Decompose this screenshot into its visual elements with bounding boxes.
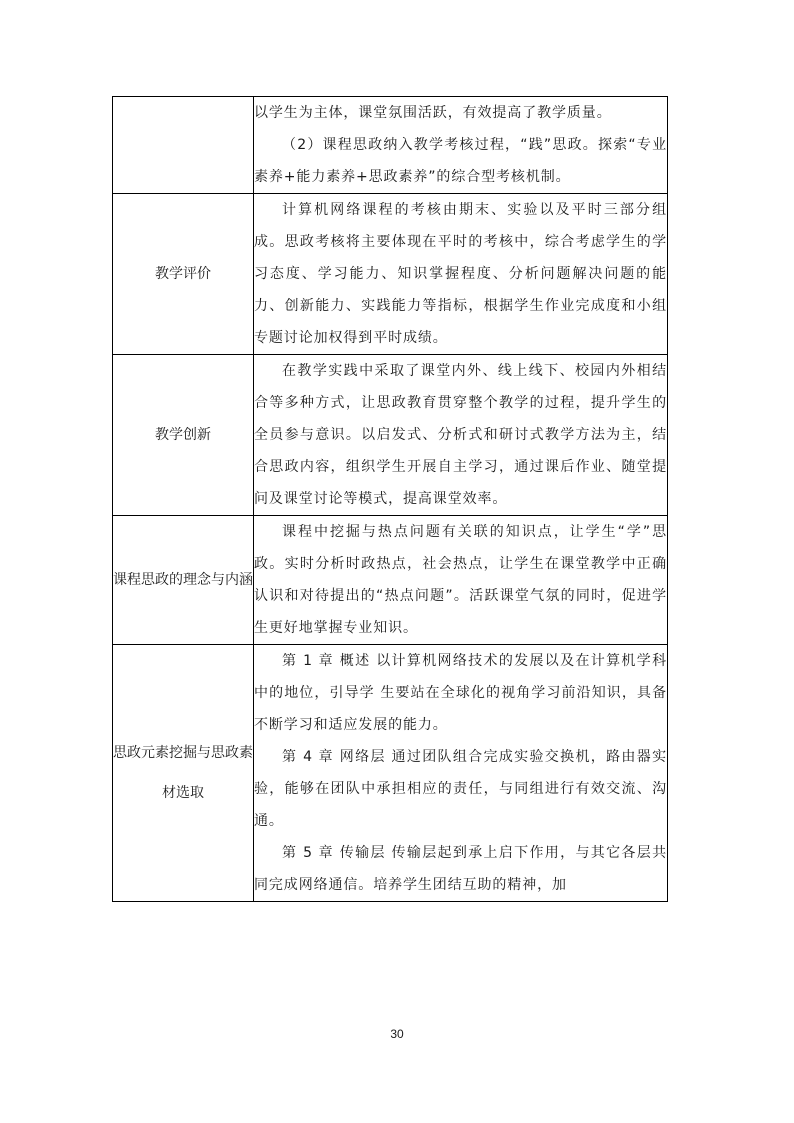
row-content xyxy=(254,645,668,902)
table-row xyxy=(113,645,668,902)
paragraph: 计算机网络课程的考核由期末、实验以及平时三部分组成。思政考核将主要体现在平时的考核中，综合考虑学生的学习态度、学习能力、知识掌握程度、分析问题解决问题的能力、创新能力、实践能力等指标，根据学生作业完成度和小组专题讨论加权得到平时成绩。 xyxy=(254,202,667,346)
content-table xyxy=(112,96,668,902)
row-content xyxy=(254,355,668,516)
paragraph: 第 1 章 概述 以计算机网络技术的发展以及在计算机学科中的地位，引导学 生要站在全球化的视角学习前沿知识，具备不断学习和适应发展的能力。 xyxy=(254,653,667,733)
table-row xyxy=(113,516,668,645)
paragraph: 课程中挖掘与热点问题有关联的知识点，让学生“学”思政。实时分析时政热点，社会热点，让学生在课堂教学中正确认识和对待提出的“热点问题”。活跃课堂气氛的同时，促进学生更好地掌握专业知识。 xyxy=(254,524,667,636)
paragraph: 第 5 章 传输层 传输层起到承上启下作用，与其它各层共同完成网络通信。培养学生团结互助的精神，加 xyxy=(254,845,667,893)
paragraph: 在教学实践中采取了课堂内外、线上线下、校园内外相结合等多种方式，让思政教育贯穿整个教学的过程，提升学生的全员参与意识。以启发式、分析式和研讨式教学方法为主，结合思政内容，组织学生开展自主学习，通过课后作业、随堂提问及课堂讨论等模式，提高课堂效率。 xyxy=(254,363,667,507)
table-row xyxy=(113,355,668,516)
table-row xyxy=(113,97,668,194)
row-label: 思政元素挖掘与思政素材选取 xyxy=(113,645,254,902)
paragraph: 第 4 章 网络层 通过团队组合完成实验交换机，路由器实验，能够在团队中承担相应的责任，与同组进行有效交流、沟通。 xyxy=(254,749,667,829)
table-row xyxy=(113,194,668,355)
paragraph: 以学生为主体，课堂氛围活跃，有效提高了教学质量。 xyxy=(254,105,612,121)
row-content xyxy=(254,194,668,355)
row-label: 教学创新 xyxy=(113,355,254,516)
row-content xyxy=(254,97,668,194)
row-label xyxy=(113,97,254,194)
paragraph: （2）课程思政纳入教学考核过程，“践”思政。探索“专业素养+能力素养+思政素养”的综合型考核机制。 xyxy=(254,137,667,185)
row-content xyxy=(254,516,668,645)
row-label: 课程思政的理念与内涵 xyxy=(113,516,254,645)
row-label: 教学评价 xyxy=(113,194,254,355)
page-number: 30 xyxy=(390,1027,404,1041)
